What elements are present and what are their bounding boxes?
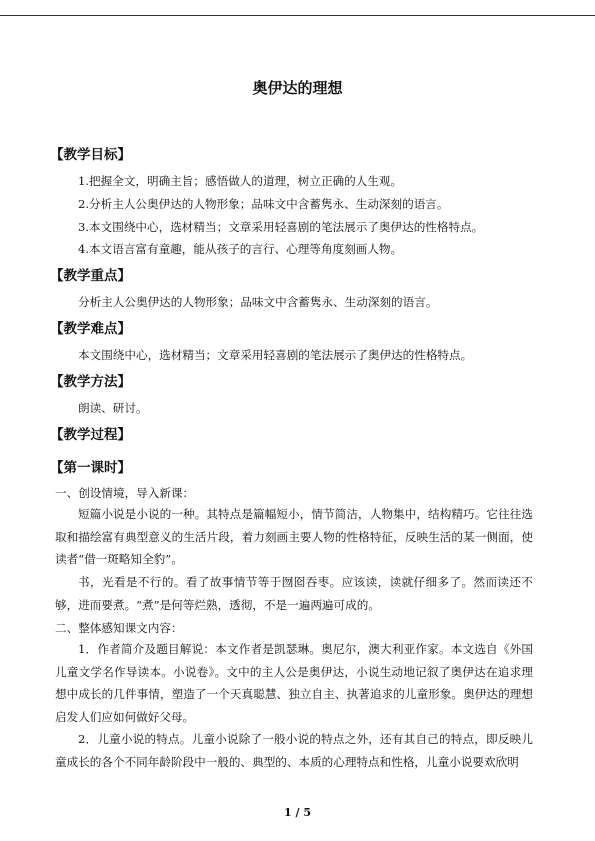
difficulties-text: 本文围绕中心，选材精当；文章采用轻喜剧的笔法展示了奥伊达的性格特点。 (78, 348, 473, 362)
section-2-paragraph-1: 1．作者简介及题目解说：本文作者是凯瑟琳。奥尼尔，澳大利亚作家。本文选自《外国儿童文学名作导读本。小说卷》。文中的主人公是奥伊达，小说生动地记叙了奥伊达在追求理想中成长的几件事情，塑造了一个天真聪慧、独立自主、执著追求的儿童形象。奥伊达的理想启发人们应如何做好父母。 (55, 642, 533, 724)
section-2-paragraph-2: 2．儿童小说的特点。儿童小说除了一般小说的特点之外，还有其自己的特点，即反映儿童成长的各个不同年龄阶段中一般的、典型的、本质的心理特点和性格，儿童小说要欢欣明 (55, 732, 533, 769)
heading-lesson-1: 【第一课时】 (50, 460, 131, 476)
goal-item-4: 4.本文语言富有童趣，能从孩子的言行、心理等角度刻画人物。 (78, 242, 403, 256)
key-points-text: 分析主人公奥伊达的人物形象；品味文中含蓄隽永、生动深刻的语言。 (78, 295, 438, 309)
header-rule (0, 15, 595, 16)
section-1-title: 一、创设情境，导入新课： (55, 486, 195, 500)
section-2-title: 二、整体感知课文内容： (55, 621, 183, 635)
heading-process: 【教学过程】 (50, 427, 131, 443)
heading-key-points: 【教学重点】 (50, 268, 131, 284)
heading-difficulties: 【教学难点】 (50, 321, 131, 337)
goal-item-1: 1.把握全文，明确主旨；感悟做人的道理，树立正确的人生观。 (78, 174, 403, 188)
section-1-paragraph-1: 短篇小说是小说的一种。其特点是篇幅短小，情节简洁，人物集中，结构精巧。它往往选取和描绘富有典型意义的生活片段，着力刻画主要人物的性格特征，反映生活的某一侧面，使读者“借一斑略知全豹”。 (55, 507, 533, 566)
page-number: 1 / 5 (284, 806, 311, 819)
section-1-paragraph-2: 书，光看是不行的。看了故事情节等于囫囵吞枣。应该读，读就仔细多了。然而读还不够，进而要煮。“煮”是何等烂熟，透彻，不是一遍两遍可成的。 (55, 575, 533, 612)
heading-methods: 【教学方法】 (50, 374, 131, 390)
goal-item-3: 3.本文围绕中心，选材精当；文章采用轻喜剧的笔法展示了奥伊达的性格特点。 (78, 220, 484, 234)
goal-item-2: 2.分析主人公奥伊达的人物形象；品味文中含蓄隽永、生动深刻的语言。 (78, 197, 449, 211)
heading-goals: 【教学目标】 (50, 147, 131, 163)
page-title: 奥伊达的理想 (252, 79, 343, 97)
methods-text: 朗读、研讨。 (78, 401, 148, 415)
